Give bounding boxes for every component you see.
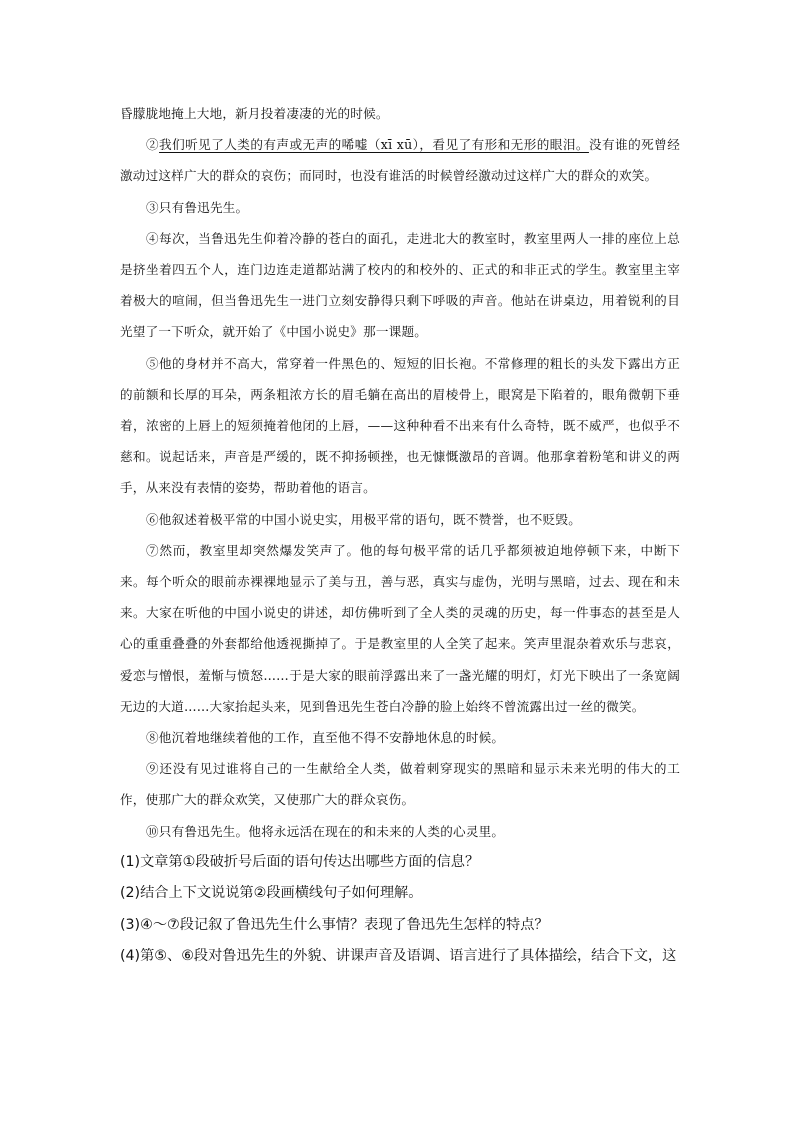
paragraph-7: ⑦然而，教室里却突然爆发笑声了。他的每句极平常的话几乎都须被迫地停顿下来，中断下来。每个听众的眼前赤裸裸地显示了美与丑，善与恶，真实与虚伪，光明与黑暗，过去、现在和未来。大家在听他的中国小说史的讲述，却仿佛听到了全人类的灵魂的历史，每一件事态的甚至是人心的重重叠叠的外套都给他透视撕掉了。于是教室里的人全笑了起来。笑声里混杂着欢乐与悲哀，爱恋与憎恨，羞惭与愤怒……于是大家的眼前浮露出来了一盏光耀的明灯，灯光下映出了一条宽阔无边的大道……大家抬起头来，见到鲁迅先生苍白冷静的脸上始终不曾流露出过一丝的微笑。 <box>120 542 680 714</box>
question-1: (1)文章第①段破折号后面的语句传达出哪些方面的信息？ <box>120 853 480 870</box>
document-page <box>120 98 680 973</box>
paragraph-4: ④每次，当鲁迅先生仰着冷静的苍白的面孔，走进北大的教室时，教室里两人一排的座位上总是挤坐着四五个人，连门边连走道都站满了校内的和校外的、正式的和非正式的学生。教室里主宰着极大的喧闹，但当鲁迅先生一进门立刻安静得只剩下呼吸的声音。他站在讲桌边，用着锐利的目光望了一下听众，就开始了《中国小说史》那一课题。 <box>120 230 680 340</box>
paragraph-8: ⑧他沉着地继续着他的工作，直至他不得不安静地休息的时候。 <box>146 730 505 746</box>
paragraph-2-number: ② <box>146 137 160 153</box>
underlined-sentence: 我们听见了人类的有声或无声的唏嘘（xī xū），看见了有形和无形的眼泪。 <box>159 137 589 153</box>
question-4: (4)第⑤、⑥段对鲁迅先生的外貌、讲课声音及语调、语言进行了具体描绘，结合下文，这 <box>120 948 677 965</box>
question-3: (3)④～⑦段记叙了鲁迅先生什么事情？表现了鲁迅先生怎样的特点？ <box>120 916 549 933</box>
paragraph-2 <box>120 129 680 191</box>
question-2: (2)结合上下文说说第②段画横线句子如何理解。 <box>120 885 423 902</box>
paragraph-2-rest: 没有谁的死曾经激动过这样广大的群众的哀伤；而同时，也没有谁活的时候曾经激动过这样广大的群众的欢笑。 <box>120 137 680 184</box>
paragraph-3: ③只有鲁迅先生。 <box>146 199 249 215</box>
paragraph-5: ⑤他的身材并不高大，常穿着一件黑色的、短短的旧长袍。不常修理的粗长的头发下露出方正的前额和长厚的耳朵，两条粗浓方长的眉毛躺在高出的眉棱骨上，眼窝是下陷着的，眼角微朝下垂着，浓密的上唇上的短须掩着他闭的上唇，——这种种看不出来有什么奇特，既不威严，也似乎不慈和。说起话来，声音是严缓的，既不抑扬顿挫，也无慷慨激昂的音调。他那拿着粉笔和讲义的两手，从来没有表情的姿势，帮助着他的语言。 <box>120 355 680 496</box>
paragraph-9: ⑨还没有见过谁将自己的一生献给全人类，做着刺穿现实的黑暗和显示未来光明的伟大的工作，使那广大的群众欢笑，又使那广大的群众哀伤。 <box>120 761 680 808</box>
paragraph-intro: 昏朦胧地掩上大地，新月投着凄凄的光的时候。 <box>120 106 389 121</box>
paragraph-10: ⑩只有鲁迅先生。他将永远活在现在的和未来的人类的心灵里。 <box>146 823 505 839</box>
paragraph-6: ⑥他叙述着极平常的中国小说史实，用极平常的语句，既不赞誉，也不贬毁。 <box>146 511 581 527</box>
